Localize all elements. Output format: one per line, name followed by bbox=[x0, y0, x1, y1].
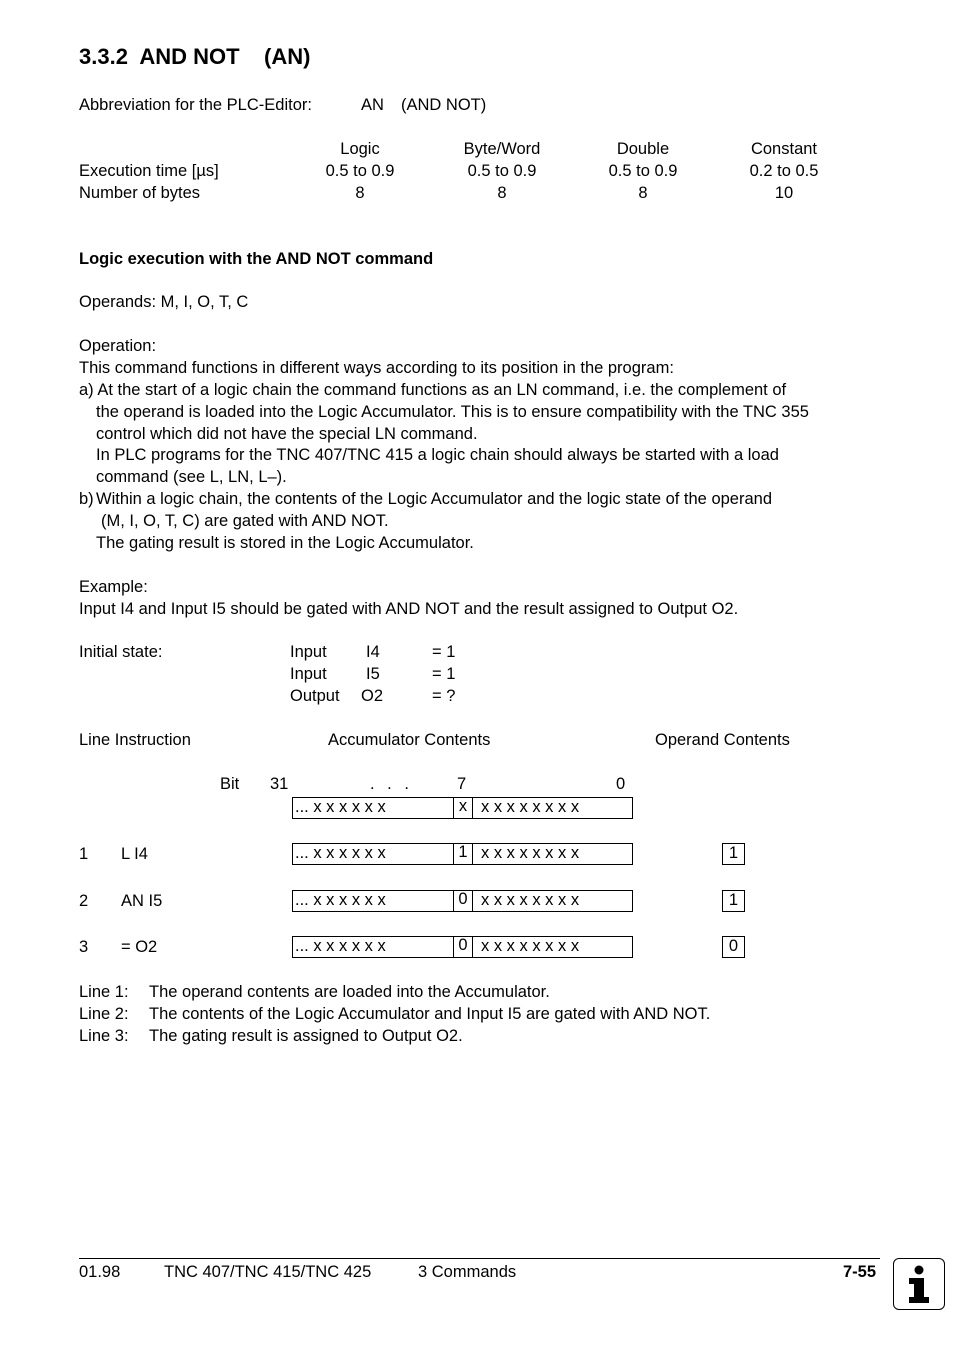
operation-a-line: command (see L, LN, L–). bbox=[96, 468, 287, 486]
abbreviation-label: Abbreviation for the PLC-Editor: bbox=[79, 96, 312, 114]
timing-row-label: Number of bytes bbox=[79, 184, 201, 202]
section-title: AND NOT bbox=[139, 44, 240, 69]
timing-cell: 0.2 to 0.5 bbox=[749, 162, 819, 180]
program-line-number: 2 bbox=[79, 892, 89, 910]
example-text: Input I4 and Input I5 should be gated with AND NOT and the result assigned to Output O2. bbox=[79, 600, 739, 618]
bit-31: 31 bbox=[270, 775, 289, 793]
initial-state-label: Initial state: bbox=[79, 643, 163, 661]
section-number: 3.3.2 bbox=[79, 44, 128, 69]
section-abbr: (AN) bbox=[264, 44, 311, 69]
accumulator-register bbox=[292, 936, 633, 958]
timing-header-logic: Logic bbox=[340, 140, 380, 158]
note-text: The gating result is assigned to Output O2. bbox=[149, 1027, 463, 1045]
header-operand: Operand Contents bbox=[655, 731, 790, 749]
register-bit-7: x bbox=[453, 797, 473, 819]
operand-box: 0 bbox=[722, 936, 745, 958]
register-high-bits: ... x x x x x x bbox=[295, 937, 386, 955]
subheading: Logic execution with the AND NOT command bbox=[79, 250, 434, 268]
register-low-bits: x x x x x x x x bbox=[481, 937, 580, 955]
program-line-instruction: = O2 bbox=[121, 938, 158, 956]
register-bit-7: 0 bbox=[453, 936, 473, 958]
state-value: = ? bbox=[432, 687, 456, 705]
timing-cell: 0.5 to 0.9 bbox=[325, 162, 395, 180]
timing-cell: 8 bbox=[355, 184, 365, 202]
timing-cell: 10 bbox=[774, 184, 794, 202]
accumulator-register bbox=[292, 890, 633, 912]
timing-row-label: Execution time [µs] bbox=[79, 162, 219, 180]
section-heading bbox=[79, 44, 310, 70]
register-high-bits: ... x x x x x x bbox=[295, 798, 386, 816]
operation-a-line: a) At the start of a logic chain the command functions as an LN command, i.e. the complement of bbox=[79, 381, 787, 399]
note-label: Line 3: bbox=[79, 1027, 129, 1045]
footer-page-number: 7-55 bbox=[843, 1263, 877, 1281]
timing-cell: 0.5 to 0.9 bbox=[467, 162, 537, 180]
operation-a-line: In PLC programs for the TNC 407/TNC 415 a logic chain should always be started with a load bbox=[96, 446, 779, 464]
state-kind: Output bbox=[290, 687, 340, 705]
operation-b-line: Within a logic chain, the contents of the Logic Accumulator and the logic state of the operand bbox=[96, 490, 773, 508]
program-line-number: 1 bbox=[79, 845, 89, 863]
timing-header-byteword: Byte/Word bbox=[463, 140, 541, 158]
register-low-bits: x x x x x x x x bbox=[481, 891, 580, 909]
timing-cell: 0.5 to 0.9 bbox=[608, 162, 678, 180]
timing-cell: 8 bbox=[497, 184, 507, 202]
operand-box: 1 bbox=[722, 890, 745, 912]
info-icon-glyph bbox=[894, 1259, 943, 1308]
abbreviation-value: AN bbox=[361, 96, 384, 114]
operation-intro: This command functions in different ways according to its position in the program: bbox=[79, 359, 674, 377]
accumulator-register bbox=[292, 843, 633, 865]
info-icon bbox=[893, 1258, 945, 1310]
note-label: Line 2: bbox=[79, 1005, 129, 1023]
program-line-instruction: AN I5 bbox=[121, 892, 163, 910]
state-kind: Input bbox=[290, 643, 327, 661]
header-accumulator: Accumulator Contents bbox=[328, 731, 491, 749]
state-kind: Input bbox=[290, 665, 327, 683]
timing-cell: 8 bbox=[638, 184, 648, 202]
footer-chapter: 3 Commands bbox=[418, 1263, 517, 1281]
state-operand: O2 bbox=[361, 687, 384, 705]
bit-label: Bit bbox=[220, 775, 240, 793]
header-line-instruction: Line Instruction bbox=[79, 731, 191, 749]
operation-a-line: control which did not have the special LN command. bbox=[96, 425, 478, 443]
operand-box: 1 bbox=[722, 843, 745, 865]
state-operand: I5 bbox=[366, 665, 380, 683]
timing-header-double: Double bbox=[616, 140, 670, 158]
note-text: The operand contents are loaded into the Accumulator. bbox=[149, 983, 550, 1001]
abbreviation-meaning: (AND NOT) bbox=[401, 96, 487, 114]
register-high-bits: ... x x x x x x bbox=[295, 891, 386, 909]
footer-rule bbox=[79, 1258, 880, 1259]
bit-dots: . . . bbox=[370, 775, 413, 793]
register-high-bits: ... x x x x x x bbox=[295, 844, 386, 862]
bit-0: 0 bbox=[616, 775, 626, 793]
note-label: Line 1: bbox=[79, 983, 129, 1001]
footer-date: 01.98 bbox=[79, 1263, 121, 1281]
footer-models: TNC 407/TNC 415/TNC 425 bbox=[164, 1263, 372, 1281]
operation-b-line: The gating result is stored in the Logic Accumulator. bbox=[96, 534, 474, 552]
accumulator-register-template bbox=[292, 797, 633, 819]
state-value: = 1 bbox=[432, 643, 456, 661]
note-text: The contents of the Logic Accumulator and Input I5 are gated with AND NOT. bbox=[149, 1005, 711, 1023]
program-line-instruction: L I4 bbox=[121, 845, 148, 863]
operation-a-line: the operand is loaded into the Logic Accumulator. This is to ensure compatibility with the TNC 355 bbox=[96, 403, 809, 421]
program-line-number: 3 bbox=[79, 938, 89, 956]
operation-b-line: (M, I, O, T, C) are gated with AND NOT. bbox=[101, 512, 389, 530]
operation-b-marker: b) bbox=[79, 490, 94, 508]
register-bit-7: 1 bbox=[453, 843, 473, 865]
register-low-bits: x x x x x x x x bbox=[481, 798, 580, 816]
operands-text: Operands: M, I, O, T, C bbox=[79, 293, 249, 311]
bit-7: 7 bbox=[457, 775, 467, 793]
register-low-bits: x x x x x x x x bbox=[481, 844, 580, 862]
state-value: = 1 bbox=[432, 665, 456, 683]
timing-header-constant: Constant bbox=[750, 140, 818, 158]
register-bit-7: 0 bbox=[453, 890, 473, 912]
state-operand: I4 bbox=[366, 643, 380, 661]
operation-label: Operation: bbox=[79, 337, 157, 355]
example-label: Example: bbox=[79, 578, 148, 596]
